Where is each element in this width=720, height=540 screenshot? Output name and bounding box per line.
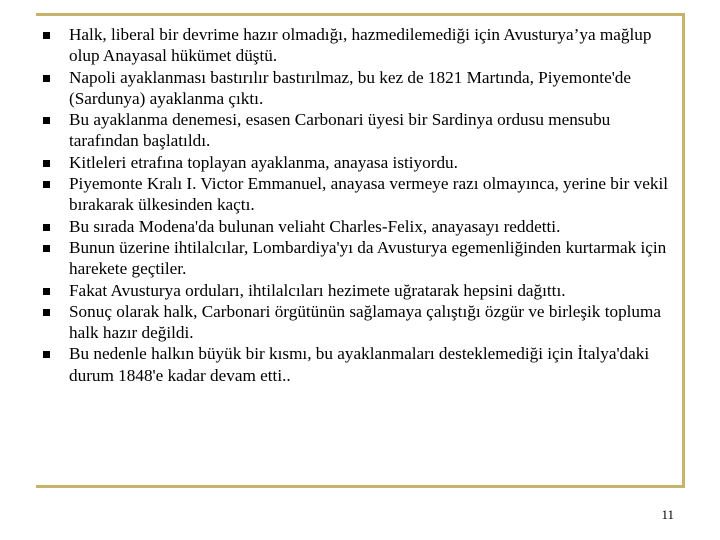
bullet-item	[40, 237, 670, 280]
square-bullet-icon	[43, 351, 50, 358]
frame-top-border	[36, 13, 684, 16]
bullet-item	[40, 301, 670, 344]
bullet-item	[40, 67, 670, 110]
bullet-text: Napoli ayaklanması bastırılır bastırılmaz, bu kez de 1821 Martında, Piyemonte'de (Sardunya) ayaklanma çıktı.	[69, 67, 632, 108]
bullet-item	[40, 173, 670, 216]
slide-content	[40, 24, 670, 386]
square-bullet-icon	[43, 32, 50, 39]
square-bullet-icon	[43, 288, 50, 295]
square-bullet-icon	[43, 224, 50, 231]
bullet-item	[40, 343, 670, 386]
square-bullet-icon	[43, 75, 50, 82]
bullet-item	[40, 216, 670, 237]
bullet-text: Bunun üzerine ihtilalcılar, Lombardiya'yı da Avusturya egemenliğinden kurtarmak için harekete geçtiler.	[69, 237, 667, 279]
bullet-text: Fakat Avusturya orduları, ihtilalcıları hezimete uğratarak hepsini dağıttı.	[69, 280, 566, 300]
square-bullet-icon	[43, 117, 50, 124]
frame-bottom-border	[36, 485, 685, 488]
bullet-text: Halk, liberal bir devrime hazır olmadığı, hazmedilemediği için Avusturya’ya mağlup olup Anayasal hükümet düştü.	[69, 25, 652, 66]
bullet-text: Piyemonte Kralı I. Victor Emmanuel, anayasa vermeye razı olmayınca, yerine bir vekil bırakarak ülkesinden kaçtı.	[69, 174, 669, 215]
bullet-text: Bu ayaklanma denemesi, esasen Carbonari üyesi bir Sardinya ordusu mensubu tarafından başlatıldı.	[69, 110, 611, 151]
bullet-text: Kitleleri etrafına toplayan ayaklanma, anayasa istiyordu.	[69, 152, 458, 172]
square-bullet-icon	[43, 181, 50, 188]
square-bullet-icon	[43, 245, 50, 252]
bullet-item	[40, 152, 670, 173]
bullet-item	[40, 109, 670, 152]
page-number: 11	[661, 507, 674, 522]
bullet-text: Bu sırada Modena'da bulunan veliaht Charles-Felix, anayasayı reddetti.	[69, 216, 561, 236]
bullet-item	[40, 24, 670, 67]
square-bullet-icon	[43, 309, 50, 316]
bullet-text: Sonuç olarak halk, Carbonari örgütünün sağlamaya çalıştığı özgür ve birleşik topluma halk hazır değildi.	[69, 301, 662, 343]
square-bullet-icon	[43, 160, 50, 167]
bullet-text: Bu nedenle halkın büyük bir kısmı, bu ayaklanmaları desteklemediği için İtalya'daki durum 1848'e kadar devam etti..	[69, 344, 650, 385]
bullet-item	[40, 280, 670, 301]
bullet-list	[40, 24, 670, 386]
frame-right-border	[682, 13, 685, 487]
